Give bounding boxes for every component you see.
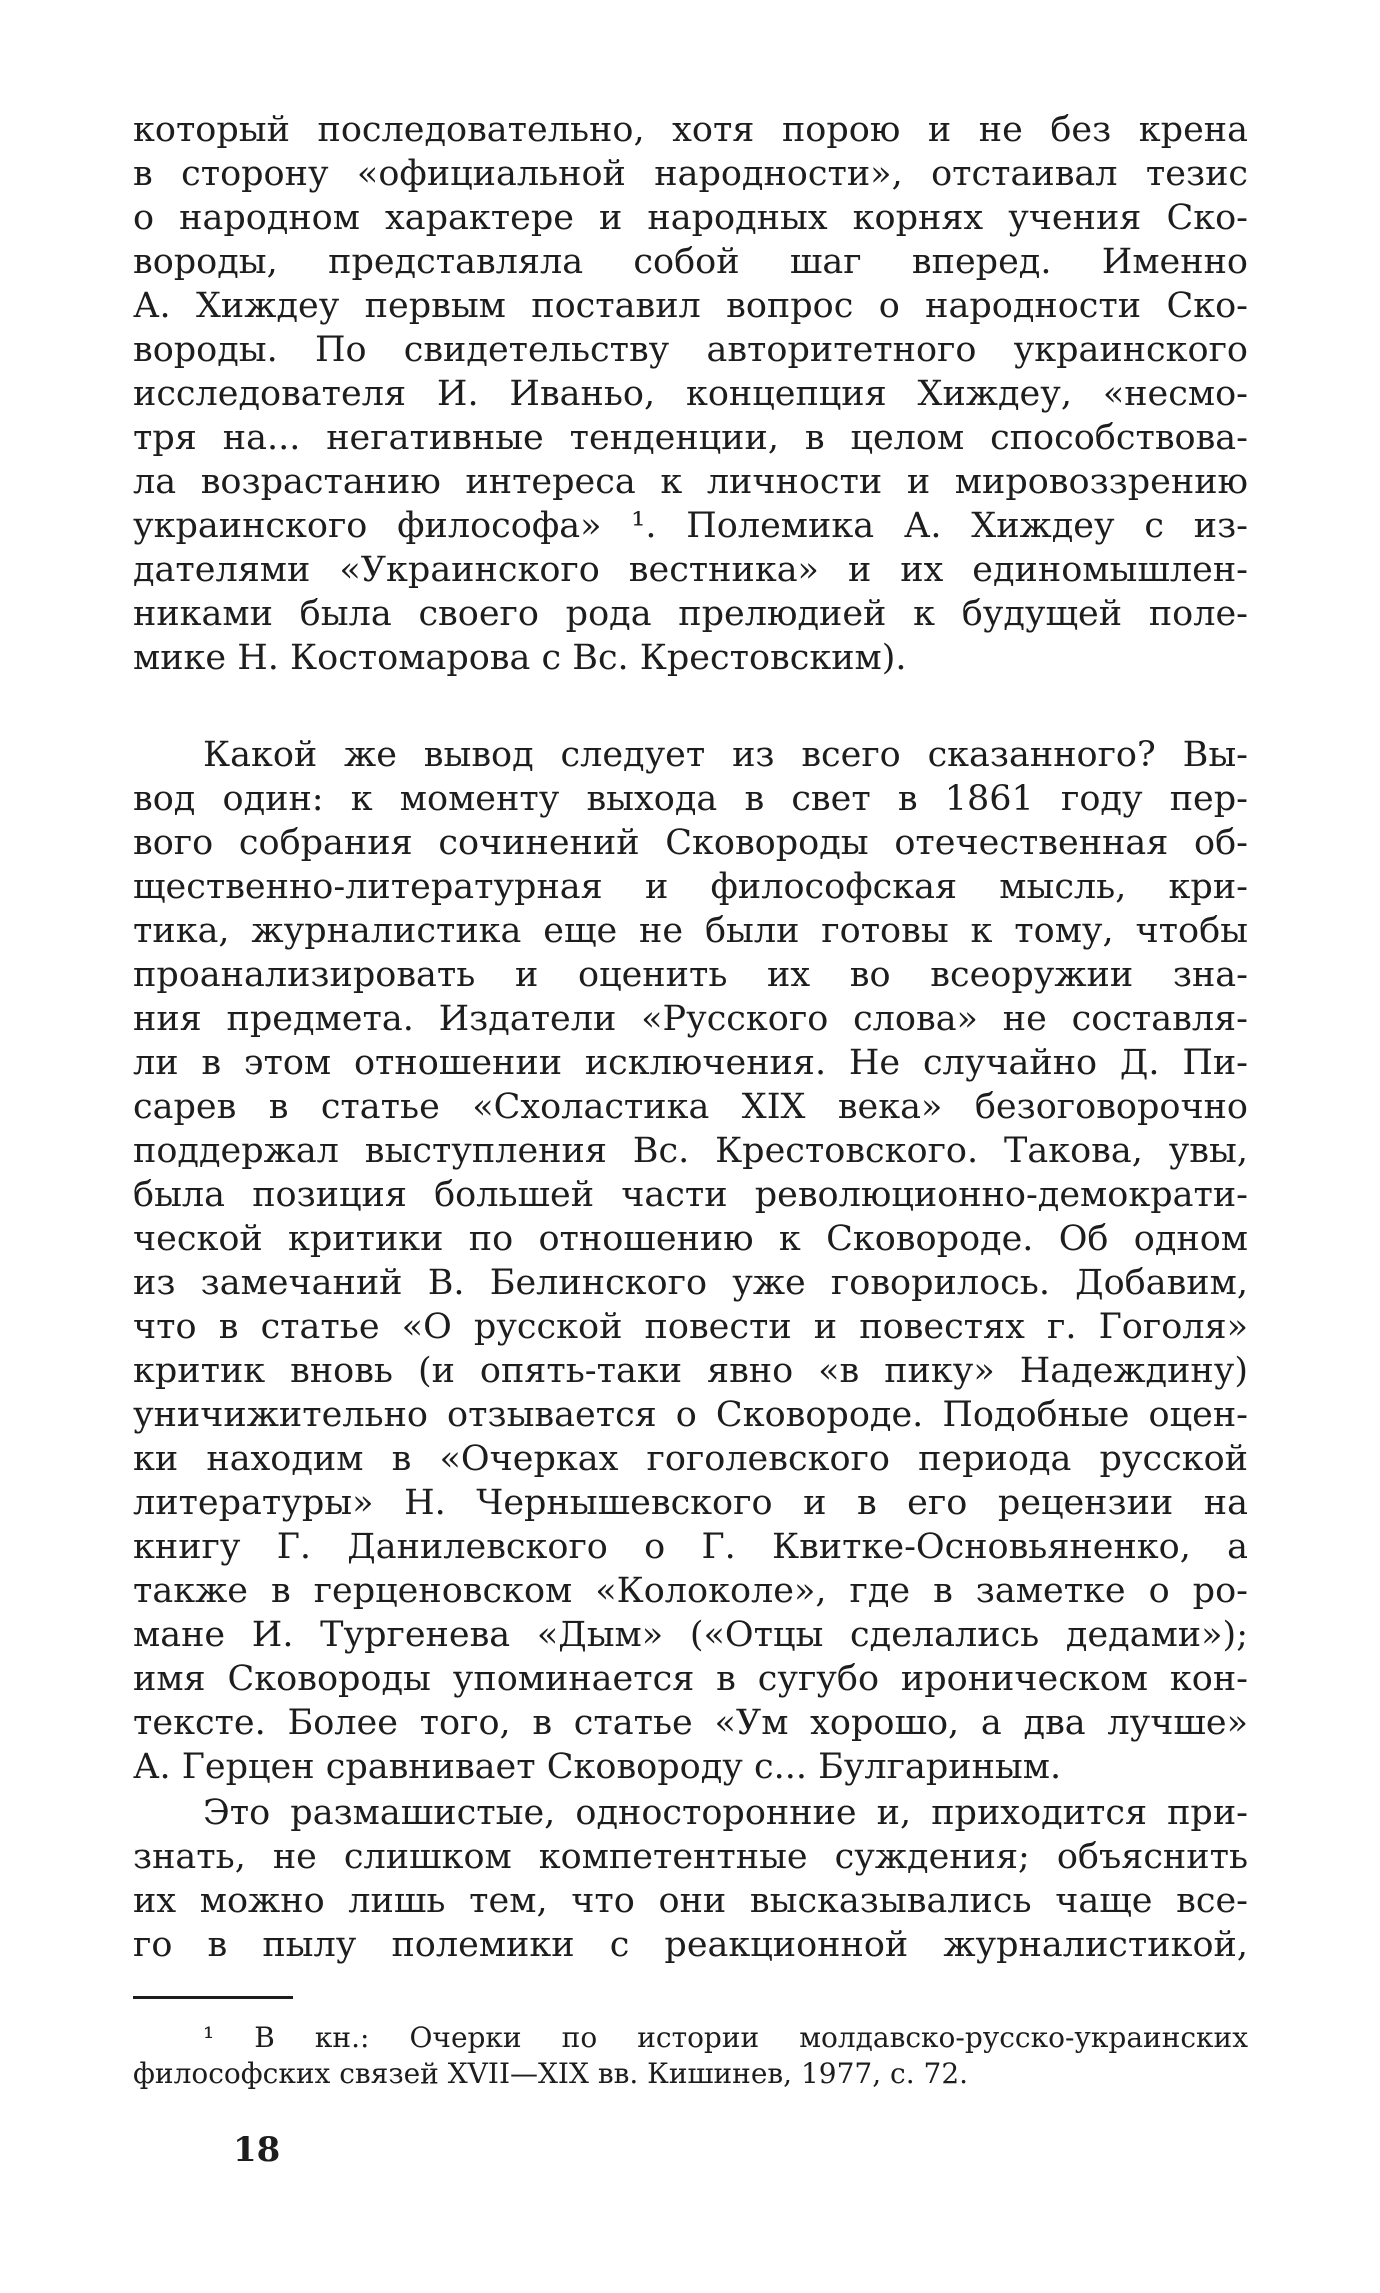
text-line: ки находим в «Очерках гоголевского периода русской: [133, 1439, 1248, 1479]
text-line: ли в этом отношении исключения. Не случайно Д. Пи-: [133, 1043, 1248, 1083]
text-line: проанализировать и оценить их во всеоружии зна-: [133, 955, 1248, 995]
paragraph-2: [133, 733, 1248, 1789]
text-line: о народном характере и народных корнях учения Ско-: [133, 198, 1248, 238]
text-line: тря на... негативные тенденции, в целом способствова-: [133, 418, 1248, 458]
footnote-line: ¹ В кн.: Очерки по истории молдавско-русско-украинских: [203, 2021, 1248, 2054]
text-line: Это размашистые, односторонние и, приходится при-: [203, 1793, 1248, 1833]
text-line: знать, не слишком компетентные суждения; объяснить: [133, 1837, 1248, 1877]
text-line: что в статье «О русской повести и повестях г. Гоголя»: [133, 1307, 1248, 1347]
text-line: исследователя И. Иваньо, концепция Хиждеу, «несмо-: [133, 374, 1248, 414]
footnote-divider: [133, 1996, 293, 1999]
text-line: ла возрастанию интереса к личности и мировоззрению: [133, 462, 1248, 502]
text-line: А. Хиждеу первым поставил вопрос о народности Ско-: [133, 286, 1248, 326]
text-line: Какой же вывод следует из всего сказанного? Вы-: [203, 735, 1248, 775]
text-line: сарев в статье «Схоластика XIX века» безоговорочно: [133, 1087, 1248, 1127]
text-line: дателями «Украинского вестника» и их единомышлен-: [133, 550, 1248, 590]
text-line: вого собрания сочинений Сковороды отечественная об-: [133, 823, 1248, 863]
page-number: 18: [233, 2130, 281, 2170]
text-line: книгу Г. Данилевского о Г. Квитке-Основьяненко, а: [133, 1527, 1248, 1567]
text-line: вод один: к моменту выхода в свет в 1861 году пер-: [133, 779, 1248, 819]
text-line: их можно лишь тем, что они высказывались чаще все-: [133, 1881, 1248, 1921]
text-line: вороды, представляла собой шаг вперед. Именно: [133, 242, 1248, 282]
text-line: из замечаний В. Белинского уже говорилось. Добавим,: [133, 1263, 1248, 1303]
footnote-line: философских связей XVII—XIX вв. Кишинев, 1977, с. 72.: [133, 2057, 969, 2090]
text-line: А. Герцен сравнивает Сковороду с... Булгариным.: [133, 1747, 1062, 1787]
text-line: в сторону «официальной народности», отстаивал тезис: [133, 154, 1248, 194]
text-line: была позиция большей части революционно-демократи-: [133, 1175, 1248, 1215]
text-line: критик вновь (и опять-таки явно «в пику» Надеждину): [133, 1351, 1248, 1391]
text-line: щественно-литературная и философская мысль, кри-: [133, 867, 1248, 907]
text-line: поддержал выступления Вс. Крестовского. Такова, увы,: [133, 1131, 1248, 1171]
paragraph-3: [133, 1791, 1248, 1967]
text-line: уничижительно отзывается о Сковороде. Подобные оцен-: [133, 1395, 1248, 1435]
text-line: ческой критики по отношению к Сковороде. Об одном: [133, 1219, 1248, 1259]
paragraph-1: [133, 108, 1248, 680]
text-line: никами была своего рода прелюдией к будущей поле-: [133, 594, 1248, 634]
text-line: тика, журналистика еще не были готовы к тому, чтобы: [133, 911, 1248, 951]
text-line: мике Н. Костомарова с Вс. Крестовским).: [133, 638, 907, 678]
footnote: [133, 2020, 1248, 2092]
text-line: ния предмета. Издатели «Русского слова» не составля-: [133, 999, 1248, 1039]
text-line: украинского философа» ¹. Полемика А. Хиждеу с из-: [133, 506, 1248, 546]
text-line: мане И. Тургенева «Дым» («Отцы сделались дедами»);: [133, 1615, 1248, 1655]
text-line: также в герценовском «Колоколе», где в заметке о ро-: [133, 1571, 1248, 1611]
text-line: го в пылу полемики с реакционной журналистикой,: [133, 1925, 1248, 1965]
text-line: имя Сковороды упоминается в сугубо ироническом кон-: [133, 1659, 1248, 1699]
text-line: литературы» Н. Чернышевского и в его рецензии на: [133, 1483, 1248, 1523]
text-line: который последовательно, хотя порою и не без крена: [133, 110, 1248, 150]
text-line: тексте. Более того, в статье «Ум хорошо, а два лучше»: [133, 1703, 1248, 1743]
text-line: вороды. По свидетельству авторитетного украинского: [133, 330, 1248, 370]
